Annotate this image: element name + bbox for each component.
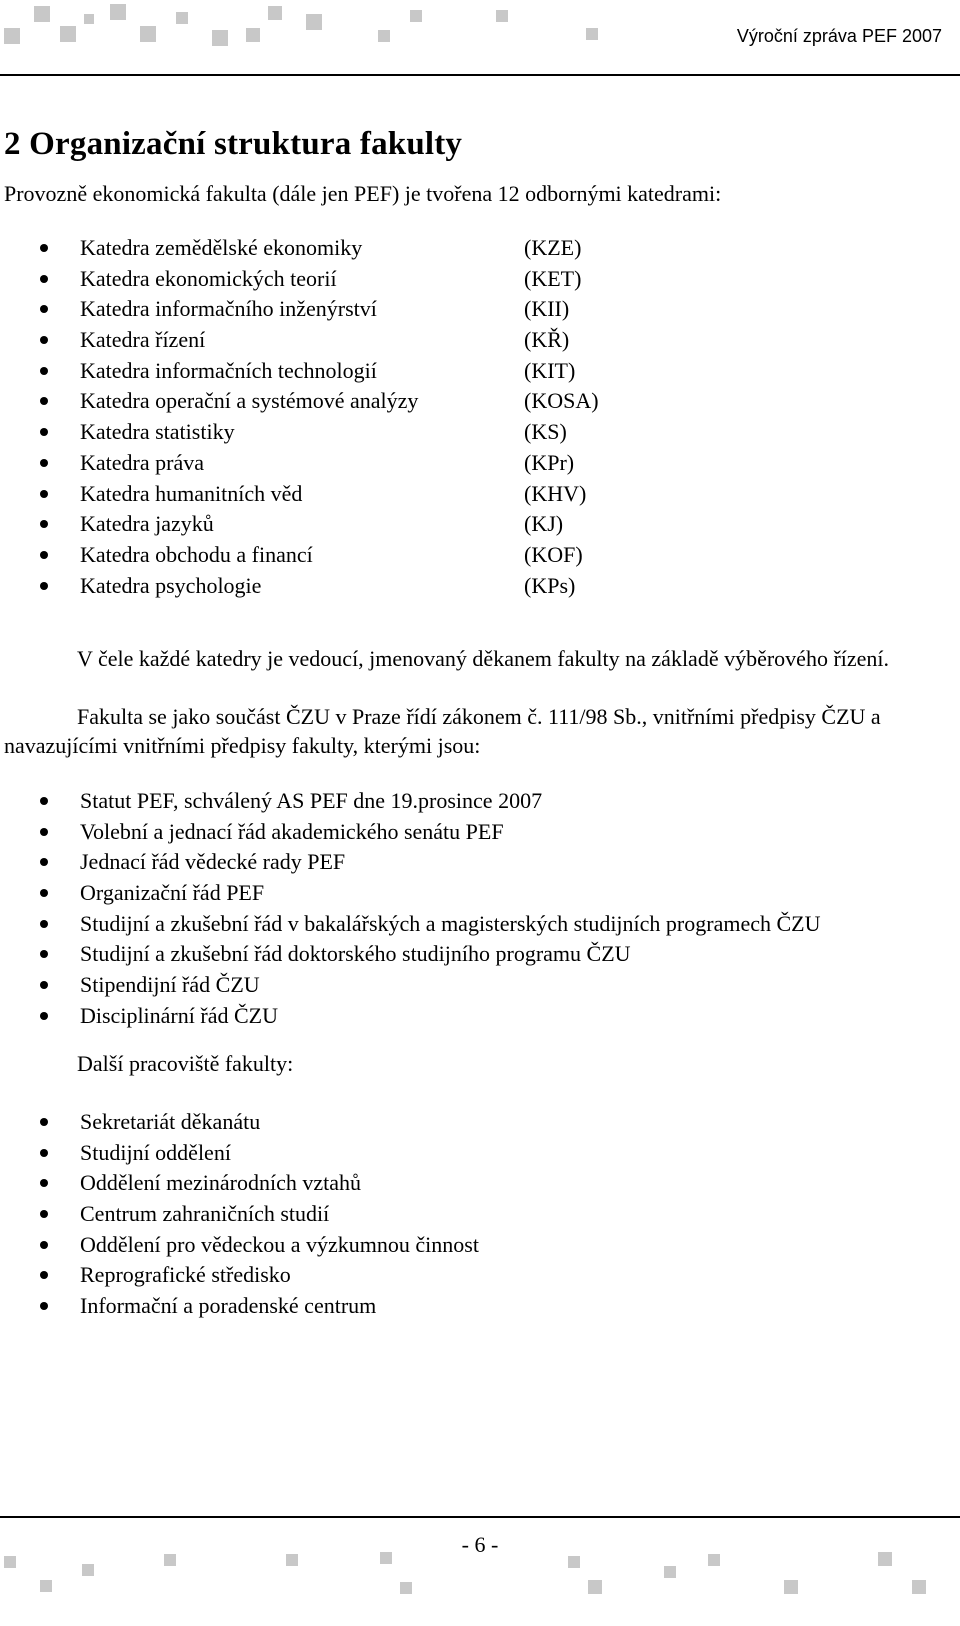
list-item: [40, 540, 583, 571]
bullet-icon: [40, 275, 48, 283]
bullet-icon: [40, 1118, 48, 1126]
department-name: Katedra řízení: [80, 327, 206, 353]
list-item: Sekretariát děkanátu: [40, 1107, 479, 1138]
footer-rule: [0, 1516, 960, 1518]
department-abbr: (KPs): [524, 572, 576, 598]
bullet-icon: [40, 1012, 48, 1020]
bullet-icon: [40, 551, 48, 559]
list-item: Statut PEF, schválený AS PEF dne 19.prosince 2007: [40, 786, 820, 817]
department-abbr: (KOF): [524, 541, 583, 567]
further-workplaces-heading: Další pracoviště fakulty:: [77, 1051, 294, 1076]
bullet-icon: [40, 981, 48, 989]
department-name: Katedra operační a systémové analýzy: [80, 388, 419, 414]
list-item: [40, 509, 564, 540]
bullet-icon: [40, 459, 48, 467]
department-abbr: (KIT): [524, 357, 576, 383]
bullet-icon: [40, 858, 48, 866]
department-name: Katedra ekonomických teorií: [80, 265, 337, 291]
bullet-icon: [40, 889, 48, 897]
department-abbr: (KS): [524, 419, 567, 445]
list-item: Disciplinární řád ČZU: [40, 1001, 820, 1032]
page-number: - 6 -: [461, 1532, 499, 1557]
department-name: Katedra jazyků: [80, 511, 214, 537]
department-abbr: (KII): [524, 296, 570, 322]
bullet-icon: [40, 950, 48, 958]
department-name: Katedra psychologie: [80, 572, 262, 598]
bullet-icon: [40, 1149, 48, 1157]
department-name: Katedra zemědělské ekonomiky: [80, 235, 363, 260]
department-name: Katedra práva: [80, 449, 204, 475]
bullet-icon: [40, 1302, 48, 1310]
bullet-icon: [40, 1241, 48, 1249]
department-abbr: (KOSA): [524, 388, 599, 414]
bullet-icon: [40, 305, 48, 313]
list-item: Reprografické středisko: [40, 1260, 479, 1291]
bullet-icon: [40, 428, 48, 436]
list-item: [40, 448, 575, 479]
list-item: [40, 233, 582, 264]
bullet-icon: [40, 920, 48, 928]
list-item: [40, 264, 582, 295]
department-abbr: (KPr): [524, 449, 575, 475]
list-item: Volební a jednací řád akademického senátu PEF: [40, 817, 820, 848]
regulations-list: [40, 786, 820, 1032]
list-item: Stipendijní řád ČZU: [40, 970, 820, 1001]
department-name: Katedra informačních technologií: [80, 357, 377, 383]
list-item: Studijní a zkušební řád v bakalářských a magisterských studijních programech ČZU: [40, 909, 820, 940]
bullet-icon: [40, 797, 48, 805]
bullet-icon: [40, 1271, 48, 1279]
section-heading: 2 Organizační struktura fakulty: [4, 126, 463, 162]
list-item: [40, 386, 599, 417]
footer-decoration: [0, 1566, 960, 1626]
bullet-icon: [40, 244, 48, 252]
list-item: [40, 571, 576, 602]
list-item: [40, 417, 567, 448]
list-item: [40, 479, 587, 510]
paragraph-regulations-intro: Fakulta se jako součást ČZU v Praze řídí zákonem č. 111/98 Sb., vnitřními předpisy ČZU a navazujícími vnitřními předpisy fakulty, kterými jsou:: [4, 704, 881, 758]
bullet-icon: [40, 490, 48, 498]
list-item: Studijní oddělení: [40, 1138, 479, 1169]
department-name: Katedra informačního inženýrství: [80, 296, 377, 322]
intro-text: Provozně ekonomická fakulta (dále jen PEF) je tvořena 12 odbornými katedrami:: [4, 181, 722, 206]
departments-list: [40, 233, 599, 601]
department-name: Katedra obchodu a financí: [80, 541, 313, 567]
list-item: Oddělení pro vědeckou a výzkumnou činnost: [40, 1230, 479, 1261]
department-abbr: (KET): [524, 265, 582, 291]
bullet-icon: [40, 520, 48, 528]
list-item: Organizační řád PEF: [40, 878, 820, 909]
department-abbr: (KJ): [524, 511, 564, 537]
department-abbr: (KHV): [524, 480, 587, 506]
bullet-icon: [40, 828, 48, 836]
department-abbr: (KŘ): [524, 327, 570, 353]
workplaces-list: [40, 1107, 479, 1322]
bullet-icon: [40, 367, 48, 375]
list-item: Jednací řád vědecké rady PEF: [40, 847, 820, 878]
bullet-icon: [40, 1210, 48, 1218]
paragraph-head-of-department: V čele každé katedry je vedoucí, jmenovaný děkanem fakulty na základě výběrového řízení.: [77, 646, 890, 671]
list-item: [40, 325, 570, 356]
bullet-icon: [40, 582, 48, 590]
bullet-icon: [40, 336, 48, 344]
running-header-title: Výroční zpráva PEF 2007: [736, 26, 942, 46]
department-name: Katedra statistiky: [80, 419, 235, 445]
list-item: Oddělení mezinárodních vztahů: [40, 1168, 479, 1199]
department-abbr: (KZE): [524, 235, 582, 260]
department-name: Katedra humanitních věd: [80, 480, 303, 506]
list-item: Informační a poradenské centrum: [40, 1291, 479, 1322]
list-item: Centrum zahraničních studií: [40, 1199, 479, 1230]
header-rule: [0, 74, 960, 76]
bullet-icon: [40, 1179, 48, 1187]
bullet-icon: [40, 397, 48, 405]
list-item: Studijní a zkušební řád doktorského studijního programu ČZU: [40, 939, 820, 970]
list-item: [40, 294, 570, 325]
list-item: [40, 356, 576, 387]
